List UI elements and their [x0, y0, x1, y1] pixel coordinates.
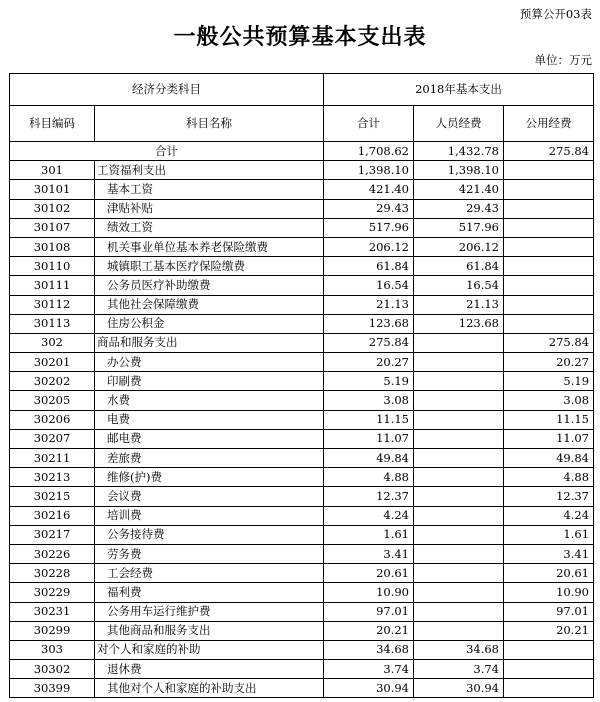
row-public [504, 237, 594, 256]
row-code: 30207 [10, 429, 95, 448]
row-code: 30213 [10, 468, 95, 487]
row-personnel: 517.96 [414, 218, 504, 237]
total-amount: 1,708.62 [324, 142, 414, 161]
row-code: 30216 [10, 506, 95, 525]
table-row [10, 449, 594, 468]
row-public [504, 314, 594, 333]
row-total: 4.88 [324, 468, 414, 487]
row-public [504, 640, 594, 659]
table-row [10, 487, 594, 506]
row-code: 30299 [10, 621, 95, 640]
row-total: 275.84 [324, 333, 414, 352]
row-personnel [414, 353, 504, 372]
table-row [10, 525, 594, 544]
table-row [10, 314, 594, 333]
row-personnel: 421.40 [414, 180, 504, 199]
table-row [10, 295, 594, 314]
row-name: 其他社会保障缴费 [95, 295, 324, 314]
row-code: 301 [10, 161, 95, 180]
row-public: 97.01 [504, 602, 594, 621]
row-public: 20.21 [504, 621, 594, 640]
row-total: 49.84 [324, 449, 414, 468]
row-total: 206.12 [324, 237, 414, 256]
row-name: 印刷费 [95, 372, 324, 391]
table-row [10, 237, 594, 256]
row-personnel: 3.74 [414, 660, 504, 679]
row-total: 20.21 [324, 621, 414, 640]
row-personnel: 16.54 [414, 276, 504, 295]
total-public: 275.84 [504, 142, 594, 161]
row-code: 30102 [10, 199, 95, 218]
row-name: 绩效工资 [95, 218, 324, 237]
row-public [504, 218, 594, 237]
table-row [10, 621, 594, 640]
row-name: 基本工资 [95, 180, 324, 199]
row-code: 30229 [10, 583, 95, 602]
header-name: 科目名称 [95, 106, 324, 142]
row-personnel [414, 583, 504, 602]
row-public: 12.37 [504, 487, 594, 506]
row-name: 工资福利支出 [95, 161, 324, 180]
row-total: 12.37 [324, 487, 414, 506]
row-personnel [414, 525, 504, 544]
row-total: 16.54 [324, 276, 414, 295]
row-personnel: 21.13 [414, 295, 504, 314]
row-public: 4.24 [504, 506, 594, 525]
row-code: 30112 [10, 295, 95, 314]
table-row [10, 276, 594, 295]
row-code: 30302 [10, 660, 95, 679]
table-row [10, 679, 594, 698]
row-code: 30211 [10, 449, 95, 468]
row-code: 30108 [10, 237, 95, 256]
row-public [504, 199, 594, 218]
row-code: 30101 [10, 180, 95, 199]
row-total: 29.43 [324, 199, 414, 218]
row-personnel [414, 391, 504, 410]
row-name: 对个人和家庭的补助 [95, 640, 324, 659]
table-row [10, 257, 594, 276]
row-total: 20.27 [324, 353, 414, 372]
row-personnel: 30.94 [414, 679, 504, 698]
row-name: 差旅费 [95, 449, 324, 468]
row-personnel [414, 468, 504, 487]
row-name: 其他商品和服务支出 [95, 621, 324, 640]
row-code: 30202 [10, 372, 95, 391]
row-total: 10.90 [324, 583, 414, 602]
table-row [10, 353, 594, 372]
header-total: 合计 [324, 106, 414, 142]
row-code: 30107 [10, 218, 95, 237]
row-code: 30206 [10, 410, 95, 429]
row-total: 3.08 [324, 391, 414, 410]
total-row [10, 142, 594, 161]
row-code: 30215 [10, 487, 95, 506]
row-public [504, 679, 594, 698]
row-name: 津贴补贴 [95, 199, 324, 218]
row-personnel [414, 506, 504, 525]
row-code: 30231 [10, 602, 95, 621]
row-name: 水费 [95, 391, 324, 410]
row-personnel: 61.84 [414, 257, 504, 276]
row-public [504, 161, 594, 180]
header-row-group [10, 74, 594, 106]
table-row [10, 218, 594, 237]
row-code: 30110 [10, 257, 95, 276]
table-row [10, 660, 594, 679]
row-code: 303 [10, 640, 95, 659]
table-row [10, 180, 594, 199]
row-personnel: 29.43 [414, 199, 504, 218]
row-personnel [414, 621, 504, 640]
row-total: 5.19 [324, 372, 414, 391]
row-name: 办公费 [95, 353, 324, 372]
row-public: 3.08 [504, 391, 594, 410]
row-public [504, 295, 594, 314]
row-personnel [414, 372, 504, 391]
table-row [10, 468, 594, 487]
row-name: 维修(护)费 [95, 468, 324, 487]
table-row [10, 199, 594, 218]
row-public [504, 180, 594, 199]
row-public: 49.84 [504, 449, 594, 468]
table-row [10, 161, 594, 180]
row-name: 电费 [95, 410, 324, 429]
header-year-basic-expenditure: 2018年基本支出 [324, 74, 594, 106]
row-public: 11.07 [504, 429, 594, 448]
row-personnel [414, 429, 504, 448]
row-personnel [414, 449, 504, 468]
row-code: 30217 [10, 525, 95, 544]
row-total: 20.61 [324, 564, 414, 583]
row-public: 4.88 [504, 468, 594, 487]
row-name: 公务用车运行维护费 [95, 602, 324, 621]
row-public: 275.84 [504, 333, 594, 352]
row-total: 11.07 [324, 429, 414, 448]
row-name: 商品和服务支出 [95, 333, 324, 352]
row-public [504, 276, 594, 295]
row-public [504, 660, 594, 679]
budget-table [9, 73, 594, 698]
total-personnel: 1,432.78 [414, 142, 504, 161]
total-label: 合计 [10, 142, 324, 161]
row-total: 30.94 [324, 679, 414, 698]
row-public: 10.90 [504, 583, 594, 602]
row-total: 97.01 [324, 602, 414, 621]
row-public: 11.15 [504, 410, 594, 429]
row-total: 3.74 [324, 660, 414, 679]
row-code: 30399 [10, 679, 95, 698]
row-code: 30201 [10, 353, 95, 372]
row-name: 住房公积金 [95, 314, 324, 333]
table-row [10, 544, 594, 563]
row-personnel: 206.12 [414, 237, 504, 256]
header-personnel: 人员经费 [414, 106, 504, 142]
row-personnel [414, 333, 504, 352]
row-total: 34.68 [324, 640, 414, 659]
row-total: 421.40 [324, 180, 414, 199]
row-public: 1.61 [504, 525, 594, 544]
header-public: 公用经费 [504, 106, 594, 142]
page-title: 一般公共预算基本支出表 [173, 24, 427, 50]
row-total: 4.24 [324, 506, 414, 525]
table-row [10, 564, 594, 583]
row-personnel [414, 410, 504, 429]
row-name: 福利费 [95, 583, 324, 602]
row-name: 其他对个人和家庭的补助支出 [95, 679, 324, 698]
row-code: 30113 [10, 314, 95, 333]
row-name: 工会经费 [95, 564, 324, 583]
table-row [10, 640, 594, 659]
row-name: 会议费 [95, 487, 324, 506]
row-code: 30228 [10, 564, 95, 583]
header-code: 科目编码 [10, 106, 95, 142]
row-name: 培训费 [95, 506, 324, 525]
row-name: 城镇职工基本医疗保险缴费 [95, 257, 324, 276]
form-code: 预算公开03表 [519, 7, 592, 21]
row-total: 1,398.10 [324, 161, 414, 180]
table-row [10, 333, 594, 352]
row-total: 3.41 [324, 544, 414, 563]
row-total: 11.15 [324, 410, 414, 429]
row-code: 30111 [10, 276, 95, 295]
row-total: 21.13 [324, 295, 414, 314]
row-code: 30226 [10, 544, 95, 563]
row-public: 3.41 [504, 544, 594, 563]
row-public: 20.27 [504, 353, 594, 372]
row-code: 30205 [10, 391, 95, 410]
row-name: 劳务费 [95, 544, 324, 563]
row-personnel: 1,398.10 [414, 161, 504, 180]
row-name: 机关事业单位基本养老保险缴费 [95, 237, 324, 256]
header-row-columns [10, 106, 594, 142]
header-econ-category: 经济分类科目 [10, 74, 324, 106]
row-personnel [414, 487, 504, 506]
row-personnel [414, 564, 504, 583]
row-code: 302 [10, 333, 95, 352]
row-total: 517.96 [324, 218, 414, 237]
row-total: 1.61 [324, 525, 414, 544]
table-row [10, 429, 594, 448]
row-total: 123.68 [324, 314, 414, 333]
table-row [10, 506, 594, 525]
row-total: 61.84 [324, 257, 414, 276]
row-public: 20.61 [504, 564, 594, 583]
table-row [10, 583, 594, 602]
table-row [10, 372, 594, 391]
row-public: 5.19 [504, 372, 594, 391]
unit-label: 单位：万元 [534, 53, 592, 67]
row-personnel [414, 544, 504, 563]
row-public [504, 257, 594, 276]
row-personnel [414, 602, 504, 621]
row-name: 退休费 [95, 660, 324, 679]
row-name: 公务接待费 [95, 525, 324, 544]
row-name: 公务员医疗补助缴费 [95, 276, 324, 295]
row-personnel: 34.68 [414, 640, 504, 659]
row-personnel: 123.68 [414, 314, 504, 333]
table-row [10, 602, 594, 621]
table-row [10, 391, 594, 410]
row-name: 邮电费 [95, 429, 324, 448]
table-row [10, 410, 594, 429]
